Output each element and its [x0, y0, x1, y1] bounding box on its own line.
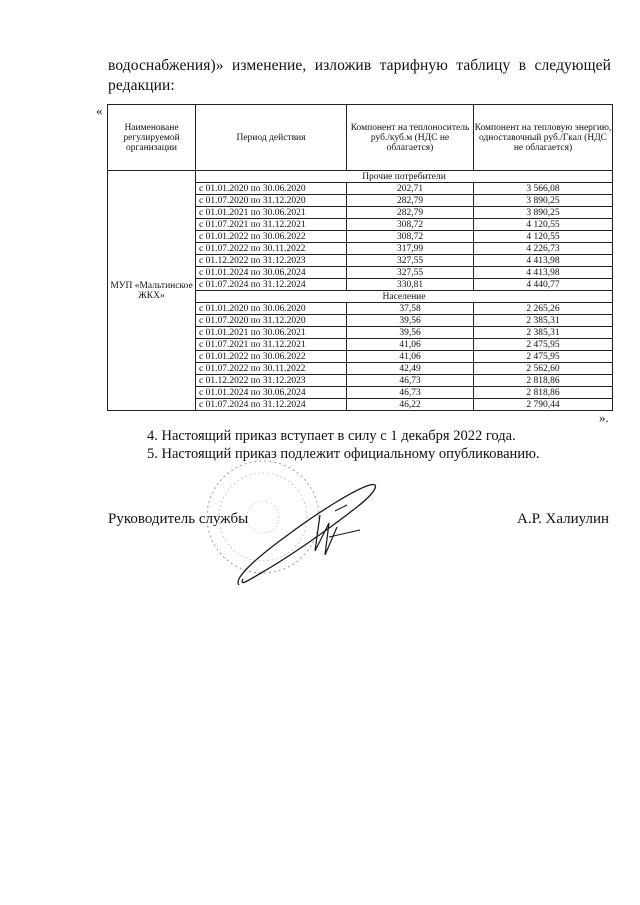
heat-energy-cell: 4 413,98	[474, 267, 613, 279]
period-cell: с 01.07.2020 по 31.12.2020	[196, 315, 347, 327]
period-cell: с 01.01.2024 по 30.06.2024	[196, 387, 347, 399]
period-cell: с 01.07.2022 по 30.11.2022	[196, 243, 347, 255]
signatory-name: А.Р. Халиулин	[517, 511, 610, 527]
heat-energy-cell: 2 475,95	[474, 339, 613, 351]
period-cell: с 01.07.2024 по 31.12.2024	[196, 279, 347, 291]
heat-carrier-cell: 46,73	[347, 375, 474, 387]
heat-energy-cell: 3 566,08	[474, 183, 613, 195]
period-cell: с 01.12.2022 по 31.12.2023	[196, 375, 347, 387]
heat-carrier-cell: 308,72	[347, 219, 474, 231]
heat-energy-cell: 4 120,55	[474, 219, 613, 231]
period-cell: с 01.01.2020 по 30.06.2020	[196, 303, 347, 315]
period-cell: с 01.01.2022 по 30.06.2022	[196, 351, 347, 363]
heat-carrier-cell: 41,06	[347, 339, 474, 351]
group-row	[108, 171, 613, 183]
signatory-title: Руководитель службы	[108, 511, 249, 527]
paragraph-5: 5. Настоящий приказ подлежит официальному опубликованию.	[147, 446, 540, 462]
heat-carrier-cell: 282,79	[347, 195, 474, 207]
period-cell: с 01.07.2021 по 31.12.2021	[196, 339, 347, 351]
opening-quote: «	[96, 103, 103, 118]
closing-quote: ».	[599, 410, 609, 425]
heat-carrier-cell: 317,99	[347, 243, 474, 255]
period-cell: с 01.07.2024 по 31.12.2024	[196, 399, 347, 411]
heat-carrier-cell: 37,58	[347, 303, 474, 315]
heat-energy-cell: 2 475,95	[474, 351, 613, 363]
tariff-table	[107, 104, 613, 411]
period-cell: с 01.01.2021 по 30.06.2021	[196, 207, 347, 219]
heat-energy-cell: 3 890,25	[474, 207, 613, 219]
period-cell: с 01.01.2021 по 30.06.2021	[196, 327, 347, 339]
paragraph-4: 4. Настоящий приказ вступает в силу с 1 декабря 2022 года.	[147, 428, 516, 444]
period-cell: с 01.12.2022 по 31.12.2023	[196, 255, 347, 267]
heat-carrier-cell: 330,81	[347, 279, 474, 291]
heat-carrier-cell: 39,56	[347, 315, 474, 327]
heat-carrier-cell: 308,72	[347, 231, 474, 243]
period-cell: с 01.01.2020 по 30.06.2020	[196, 183, 347, 195]
heat-energy-cell: 4 440,77	[474, 279, 613, 291]
heat-carrier-cell: 42,49	[347, 363, 474, 375]
heat-energy-cell: 2 385,31	[474, 327, 613, 339]
heat-carrier-cell: 39,56	[347, 327, 474, 339]
header-heat-energy: Компонент на тепловую энергию, одноставочный руб./Гкал (НДС не облагается)	[474, 105, 613, 171]
signature	[225, 475, 385, 590]
heat-energy-cell: 2 265,26	[474, 303, 613, 315]
header-organization: Наименоване регулируемой организации	[108, 105, 196, 171]
heat-carrier-cell: 327,55	[347, 255, 474, 267]
heat-energy-cell: 2 562,60	[474, 363, 613, 375]
heat-energy-cell: 2 818,86	[474, 387, 613, 399]
intro-paragraph: водоснабжения)» изменение, изложив тарифную таблицу в следующей редакции:	[108, 57, 611, 94]
organization-name: МУП «Мальтинское ЖКХ»	[108, 171, 196, 411]
heat-energy-cell: 4 120,55	[474, 231, 613, 243]
heat-carrier-cell: 46,22	[347, 399, 474, 411]
heat-carrier-cell: 41,06	[347, 351, 474, 363]
period-cell: с 01.07.2021 по 31.12.2021	[196, 219, 347, 231]
heat-carrier-cell: 46,73	[347, 387, 474, 399]
period-cell: с 01.01.2022 по 30.06.2022	[196, 231, 347, 243]
heat-energy-cell: 2 790,44	[474, 399, 613, 411]
header-period: Период действия	[196, 105, 347, 171]
heat-energy-cell: 2 385,31	[474, 315, 613, 327]
consumer-group-label: Население	[196, 291, 613, 303]
period-cell: с 01.07.2022 по 30.11.2022	[196, 363, 347, 375]
period-cell: с 01.01.2024 по 30.06.2024	[196, 267, 347, 279]
heat-carrier-cell: 282,79	[347, 207, 474, 219]
header-heat-carrier: Компонент на теплоноситель руб./куб.м (НДС не облагается)	[347, 105, 474, 171]
heat-carrier-cell: 202,71	[347, 183, 474, 195]
heat-energy-cell: 2 818,86	[474, 375, 613, 387]
heat-energy-cell: 4 413,98	[474, 255, 613, 267]
heat-carrier-cell: 327,55	[347, 267, 474, 279]
heat-energy-cell: 4 226,73	[474, 243, 613, 255]
heat-energy-cell: 3 890,25	[474, 195, 613, 207]
period-cell: с 01.07.2020 по 31.12.2020	[196, 195, 347, 207]
consumer-group-label: Прочие потребители	[196, 171, 613, 183]
